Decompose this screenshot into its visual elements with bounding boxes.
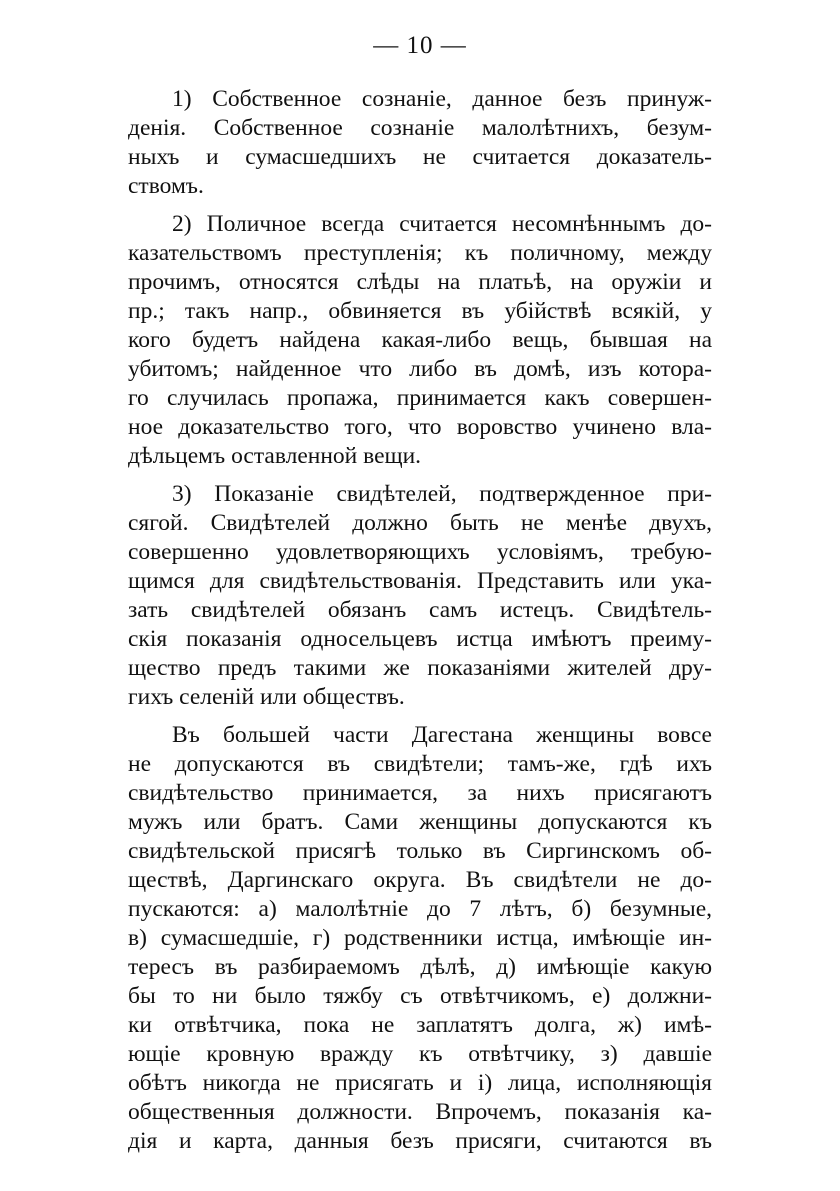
text-line: мужъ или братъ. Сами женщины допускаются къ — [128, 809, 712, 835]
text-line: тересъ въ разбираемомъ дѣлѣ, д) имѣющіе какую — [128, 954, 712, 980]
paragraph-2 — [128, 210, 712, 471]
text-line: го случилась пропажа, принимается какъ совершен- — [128, 385, 712, 411]
text-line: ныхъ и сумасшедшихъ не считается доказатель- — [128, 144, 712, 170]
text-line: общественныя должности. Впрочемъ, показанія ка- — [128, 1099, 712, 1125]
text-line: пр.; такъ напр., обвиняется въ убійствѣ всякій, у — [128, 298, 712, 324]
text-line: не допускаются въ свидѣтели; тамъ-же, гдѣ ихъ — [128, 751, 712, 777]
paragraph-3 — [128, 480, 712, 712]
text-line: пускаются: а) малолѣтніе до 7 лѣтъ, б) безумные, — [128, 896, 712, 922]
text-line: обѣтъ никогда не присягать и і) лица, исполняющія — [128, 1070, 712, 1096]
text-line: щимся для свидѣтельствованія. Представить или ука- — [128, 568, 712, 594]
text-line: свидѣтельской присягѣ только въ Сиргинскомъ об- — [128, 838, 712, 864]
text-line: Въ большей части Дагестана женщины вовсе — [172, 722, 712, 748]
text-line: 2) Поличное всегда считается несомнѣннымъ до- — [172, 211, 712, 237]
text-line: 3) Показаніе свидѣтелей, подтвержденное при- — [172, 481, 712, 507]
text-line: денія. Собственное сознаніе малолѣтнихъ, безум- — [128, 115, 712, 141]
text-line: зать свидѣтелей обязанъ самъ истецъ. Свидѣтель- — [128, 597, 712, 623]
text-line: сягой. Свидѣтелей должно быть не менѣе двухъ, — [128, 510, 712, 536]
text-line: свидѣтельство принимается, за нихъ присягаютъ — [128, 780, 712, 806]
text-line: кого будетъ найдена какая-либо вещь, бывшая на — [128, 327, 712, 353]
text-line: ки отвѣтчика, пока не заплатятъ долга, ж) имѣ- — [128, 1012, 712, 1038]
text-line: ствомъ. — [128, 173, 204, 199]
text-line: совершенно удовлетворяющихъ условіямъ, требую- — [128, 539, 712, 565]
paragraph-4 — [128, 721, 712, 1156]
page-number: — 10 — — [373, 32, 467, 59]
paragraph-gap — [128, 471, 712, 480]
text-line: щество предъ такими же показаніями жителей дру- — [128, 655, 712, 681]
text-line: бы то ни было тяжбу съ отвѣтчикомъ, е) должни- — [128, 983, 712, 1009]
text-line: прочимъ, относятся слѣды на платьѣ, на оружіи и — [128, 269, 712, 295]
text-line: ществѣ, Даргинскаго округа. Въ свидѣтели не до- — [128, 867, 712, 893]
text-line: 1) Собственное сознаніе, данное безъ принуж- — [172, 86, 712, 112]
text-line: в) сумасшедшіе, г) родственники истца, имѣющіе ин- — [128, 925, 712, 951]
paragraph-gap — [128, 712, 712, 721]
paragraph-gap — [128, 201, 712, 210]
text-line: дія и карта, данныя безъ присяги, считаются въ — [128, 1128, 712, 1154]
paragraph-1 — [128, 85, 712, 201]
text-line: гихъ селеній или обществъ. — [128, 684, 405, 710]
body-text — [128, 85, 712, 1156]
text-line: убитомъ; найденное что либо въ домѣ, изъ котора- — [128, 356, 712, 382]
text-line: ющіе кровную вражду къ отвѣтчику, з) давшіе — [128, 1041, 712, 1067]
text-line: ное доказательство того, что воровство учинено вла- — [128, 414, 712, 440]
text-line: скія показанія односельцевъ истца имѣютъ преиму- — [128, 626, 712, 652]
text-line: казательствомъ преступленія; къ поличному, между — [128, 240, 712, 266]
text-line: дѣльцемъ оставленной вещи. — [128, 443, 422, 469]
